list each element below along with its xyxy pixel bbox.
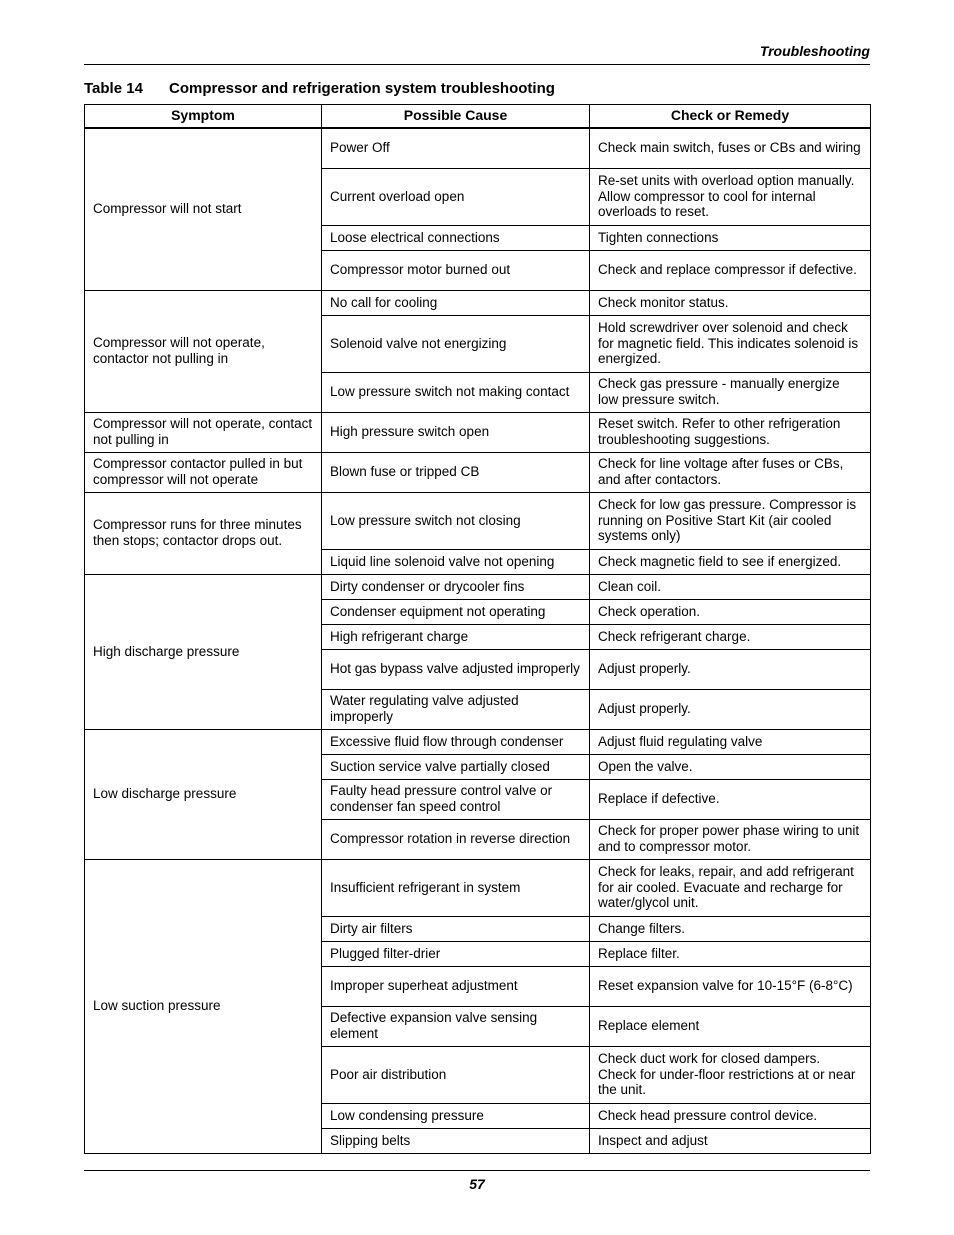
check-or-remedy-cell: Tighten connections: [590, 225, 871, 250]
possible-cause-cell: Condenser equipment not operating: [322, 599, 590, 624]
check-or-remedy-cell: Check refrigerant charge.: [590, 624, 871, 649]
possible-cause-cell: Insufficient refrigerant in system: [322, 859, 590, 916]
table-row: [85, 290, 871, 315]
possible-cause-cell: Solenoid valve not energizing: [322, 315, 590, 372]
table-row: [85, 859, 871, 916]
check-or-remedy-cell: Check for proper power phase wiring to unit and to compressor motor.: [590, 819, 871, 859]
symptom-cell: Compressor will not start: [85, 128, 322, 290]
symptom-cell: High discharge pressure: [85, 574, 322, 729]
table-title: Compressor and refrigeration system troubleshooting: [169, 80, 555, 97]
table-row: [85, 452, 871, 492]
possible-cause-cell: Low pressure switch not closing: [322, 492, 590, 549]
possible-cause-cell: Suction service valve partially closed: [322, 754, 590, 779]
check-or-remedy-cell: Replace element: [590, 1006, 871, 1046]
troubleshooting-table: [84, 104, 871, 1154]
check-or-remedy-cell: Check magnetic field to see if energized.: [590, 549, 871, 574]
table-header-row: [85, 105, 871, 129]
possible-cause-cell: Poor air distribution: [322, 1046, 590, 1103]
possible-cause-cell: Water regulating valve adjusted improperly: [322, 689, 590, 729]
check-or-remedy-cell: Check for line voltage after fuses or CBs, and after contactors.: [590, 452, 871, 492]
check-or-remedy-cell: Check head pressure control device.: [590, 1103, 871, 1128]
check-or-remedy-cell: Hold screwdriver over solenoid and check for magnetic field. This indicates solenoid is energized.: [590, 315, 871, 372]
symptom-cell: Compressor will not operate, contact not pulling in: [85, 412, 322, 452]
column-header-possible-cause: Possible Cause: [322, 105, 590, 129]
running-header: Troubleshooting: [759, 43, 870, 59]
possible-cause-cell: No call for cooling: [322, 290, 590, 315]
possible-cause-cell: Power Off: [322, 128, 590, 168]
check-or-remedy-cell: Replace filter.: [590, 941, 871, 966]
column-header-symptom: Symptom: [85, 105, 322, 129]
possible-cause-cell: High pressure switch open: [322, 412, 590, 452]
table-number: Table 14: [84, 80, 143, 97]
table-row: [85, 492, 871, 549]
table-row: [85, 412, 871, 452]
header-divider: [84, 64, 870, 65]
possible-cause-cell: Excessive fluid flow through condenser: [322, 729, 590, 754]
possible-cause-cell: Low pressure switch not making contact: [322, 372, 590, 412]
check-or-remedy-cell: Check for low gas pressure. Compressor is running on Positive Start Kit (air cooled systems only): [590, 492, 871, 549]
symptom-cell: Compressor runs for three minutes then stops; contactor drops out.: [85, 492, 322, 574]
possible-cause-cell: High refrigerant charge: [322, 624, 590, 649]
possible-cause-cell: Plugged filter-drier: [322, 941, 590, 966]
table-body: [85, 128, 871, 1153]
table-row: [85, 128, 871, 168]
symptom-cell: Compressor will not operate, contactor not pulling in: [85, 290, 322, 412]
possible-cause-cell: Hot gas bypass valve adjusted improperly: [322, 649, 590, 689]
possible-cause-cell: Improper superheat adjustment: [322, 966, 590, 1006]
check-or-remedy-cell: Inspect and adjust: [590, 1128, 871, 1153]
possible-cause-cell: Faulty head pressure control valve or condenser fan speed control: [322, 779, 590, 819]
page-number: 57: [469, 1176, 485, 1192]
check-or-remedy-cell: Re-set units with overload option manually. Allow compressor to cool for internal overloads to reset.: [590, 168, 871, 225]
table-caption: [84, 80, 555, 97]
possible-cause-cell: Defective expansion valve sensing element: [322, 1006, 590, 1046]
check-or-remedy-cell: Reset expansion valve for 10-15°F (6-8°C): [590, 966, 871, 1006]
possible-cause-cell: Compressor rotation in reverse direction: [322, 819, 590, 859]
check-or-remedy-cell: Clean coil.: [590, 574, 871, 599]
table-row: [85, 729, 871, 754]
check-or-remedy-cell: Adjust properly.: [590, 649, 871, 689]
possible-cause-cell: Dirty air filters: [322, 916, 590, 941]
check-or-remedy-cell: Check and replace compressor if defective.: [590, 250, 871, 290]
check-or-remedy-cell: Adjust fluid regulating valve: [590, 729, 871, 754]
possible-cause-cell: Liquid line solenoid valve not opening: [322, 549, 590, 574]
footer-divider: [84, 1170, 870, 1171]
check-or-remedy-cell: Adjust properly.: [590, 689, 871, 729]
possible-cause-cell: Compressor motor burned out: [322, 250, 590, 290]
check-or-remedy-cell: Open the valve.: [590, 754, 871, 779]
check-or-remedy-cell: Check for leaks, repair, and add refrigerant for air cooled. Evacuate and recharge for water/glycol unit.: [590, 859, 871, 916]
check-or-remedy-cell: Check main switch, fuses or CBs and wiring: [590, 128, 871, 168]
check-or-remedy-cell: Check monitor status.: [590, 290, 871, 315]
check-or-remedy-cell: Change filters.: [590, 916, 871, 941]
check-or-remedy-cell: Check duct work for closed dampers. Check for under-floor restrictions at or near the unit.: [590, 1046, 871, 1103]
check-or-remedy-cell: Check operation.: [590, 599, 871, 624]
table-row: [85, 574, 871, 599]
possible-cause-cell: Loose electrical connections: [322, 225, 590, 250]
possible-cause-cell: Low condensing pressure: [322, 1103, 590, 1128]
check-or-remedy-cell: Check gas pressure - manually energize low pressure switch.: [590, 372, 871, 412]
possible-cause-cell: Dirty condenser or drycooler fins: [322, 574, 590, 599]
symptom-cell: Compressor contactor pulled in but compressor will not operate: [85, 452, 322, 492]
symptom-cell: Low suction pressure: [85, 859, 322, 1153]
possible-cause-cell: Slipping belts: [322, 1128, 590, 1153]
possible-cause-cell: Blown fuse or tripped CB: [322, 452, 590, 492]
symptom-cell: Low discharge pressure: [85, 729, 322, 859]
column-header-check-or-remedy: Check or Remedy: [590, 105, 871, 129]
possible-cause-cell: Current overload open: [322, 168, 590, 225]
check-or-remedy-cell: Reset switch. Refer to other refrigeration troubleshooting suggestions.: [590, 412, 871, 452]
check-or-remedy-cell: Replace if defective.: [590, 779, 871, 819]
